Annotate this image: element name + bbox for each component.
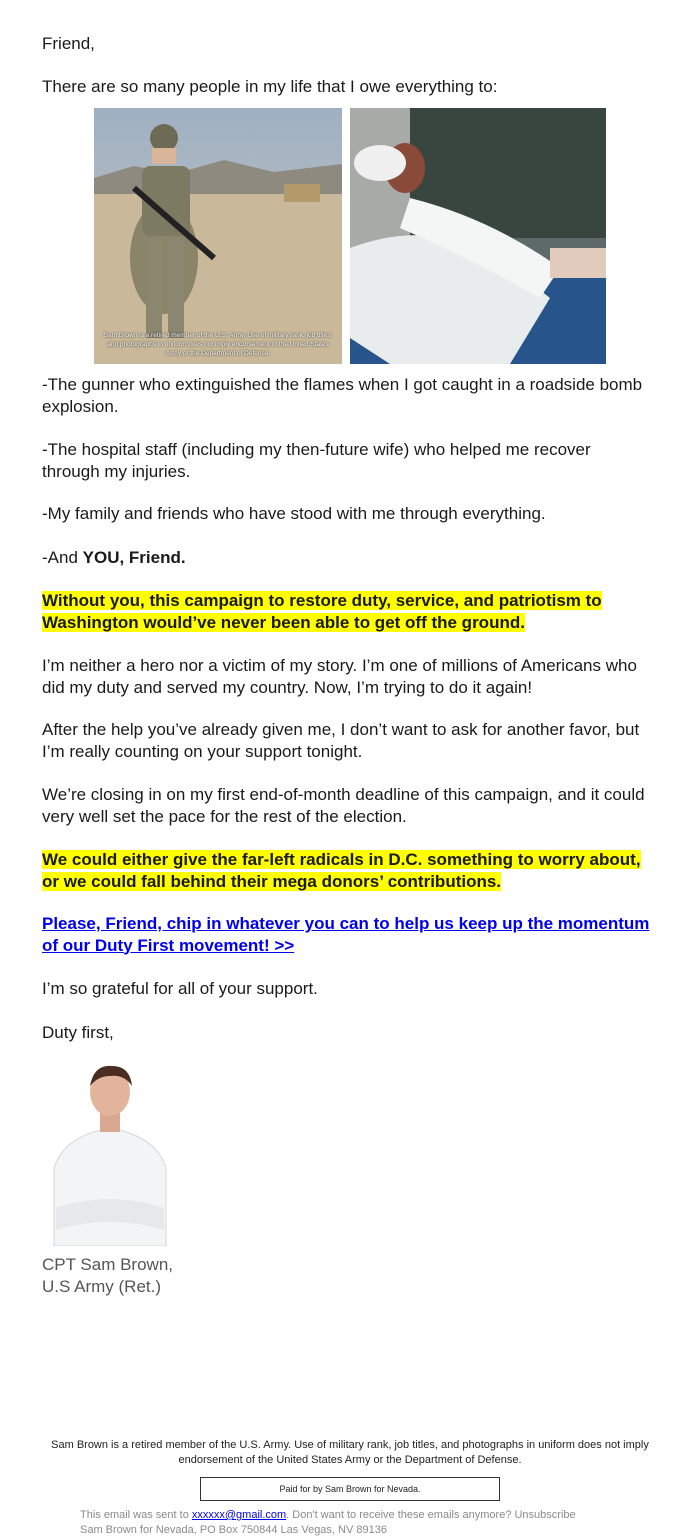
recipient-email-link[interactable]: xxxxxx@gmail.com xyxy=(191,1509,287,1521)
paragraph-hero: I’m neither a hero nor a victim of my story. I’m one of millions of Americans who did my duty and served my country. Now, I’m trying to do it again! xyxy=(42,656,637,697)
highlight-campaign xyxy=(42,590,652,633)
sent-to-prefix: This email was sent to xyxy=(80,1509,192,1521)
unsubscribe-text[interactable]: . Don't want to receive these emails anymore? Unsubscribe xyxy=(286,1509,576,1521)
photo-row xyxy=(94,108,606,364)
photo-caption: Sam Brown is a retired member of the U.S. Army. Use of military rank, job titles, and photographs in uniform does not imply endorsement of the United States Army or the Department of Defense. xyxy=(103,332,333,357)
mailing-address: Sam Brown for Nevada, PO Box 750844 Las Vegas, NV 89136 xyxy=(80,1524,387,1536)
highlight-campaign-text: Without you, this campaign to restore duty, service, and patriotism to Washington would’ve never been able to get off the ground. xyxy=(42,591,602,632)
paragraph-support: After the help you’ve already given me, I don’t want to ask for another favor, but I’m really counting on your support tonight. xyxy=(42,720,640,761)
soldier-photo xyxy=(94,108,342,364)
list-item-you xyxy=(42,547,652,569)
highlight-radicals xyxy=(42,849,652,892)
grateful-text: I’m so grateful for all of your support. xyxy=(42,979,318,998)
paid-for-box: Paid for by Sam Brown for Nevada. xyxy=(200,1477,500,1501)
signoff: Duty first, xyxy=(42,1023,114,1042)
signature-name: CPT Sam Brown, xyxy=(42,1255,174,1274)
hospital-photo xyxy=(350,108,606,364)
greeting: Friend, xyxy=(42,34,95,53)
list-item-hospital-staff: -The hospital staff (including my then-future wife) who helped me recover through my injuries. xyxy=(42,440,591,481)
list-item-you-bold: YOU, Friend. xyxy=(82,548,186,567)
signature-title: U.S Army (Ret.) xyxy=(42,1277,162,1296)
list-item-you-prefix: -And xyxy=(42,548,83,567)
cta-paragraph xyxy=(42,913,652,956)
sent-to-line xyxy=(80,1508,680,1523)
highlight-radicals-text: We could either give the far-left radicals in D.C. something to worry about, or we could fall behind their mega donors’ contributions. xyxy=(42,850,641,891)
unsubscribe-block xyxy=(80,1508,680,1538)
list-item-gunner: -The gunner who extinguished the flames when I got caught in a roadside bomb explosion. xyxy=(42,375,643,416)
footer-disclaimer: Sam Brown is a retired member of the U.S. Army. Use of military rank, job titles, and photographs in uniform does not imply endorsement of the United States Army or the Department of Defense. xyxy=(51,1439,649,1466)
list-item-family: -My family and friends who have stood with me through everything. xyxy=(42,504,546,523)
intro-text: There are so many people in my life that I owe everything to: xyxy=(42,77,498,96)
signature-photo xyxy=(44,1058,176,1246)
donate-link[interactable]: Please, Friend, chip in whatever you can to help us keep up the momentum of our Duty First movement! >> xyxy=(42,914,650,955)
paragraph-deadline: We’re closing in on my first end-of-month deadline of this campaign, and it could very well set the pace for the rest of the election. xyxy=(42,785,645,826)
